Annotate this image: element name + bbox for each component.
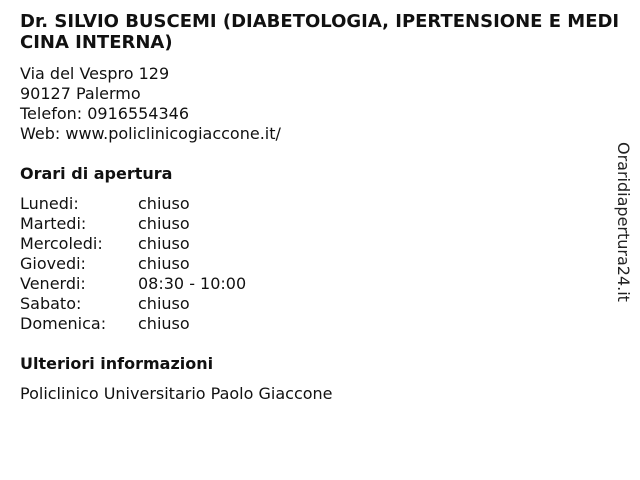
day-hours: chiuso <box>138 194 190 213</box>
day-label: Giovedi: <box>20 254 86 273</box>
day-hours: chiuso <box>138 234 190 253</box>
website-link[interactable]: Web: www.policlinicogiaccone.it/ <box>20 124 281 143</box>
address-block <box>20 64 281 144</box>
street-address: Via del Vespro 129 <box>20 64 170 83</box>
more-info-text: Policlinico Universitario Paolo Giaccone <box>20 384 333 403</box>
opening-hours-table <box>20 194 246 334</box>
day-hours: chiuso <box>138 214 190 233</box>
hours-row-sunday <box>20 314 246 334</box>
hours-row-monday <box>20 194 246 214</box>
day-label: Domenica: <box>20 314 107 333</box>
day-label: Venerdi: <box>20 274 86 293</box>
day-hours: chiuso <box>138 294 190 313</box>
page-title: Dr. SILVIO BUSCEMI (DIABETOLOGIA, IPERTENSIONE E MEDICINA INTERNA) <box>20 11 620 53</box>
day-hours: chiuso <box>138 314 190 333</box>
opening-hours-heading: Orari di apertura <box>20 164 173 183</box>
more-info-heading: Ulteriori informazioni <box>20 354 214 373</box>
day-label: Sabato: <box>20 294 82 313</box>
day-hours: 08:30 - 10:00 <box>138 274 247 293</box>
day-label: Martedi: <box>20 214 87 233</box>
day-label: Mercoledi: <box>20 234 103 253</box>
hours-row-thursday <box>20 254 246 274</box>
city-postcode: 90127 Palermo <box>20 84 141 103</box>
watermark-text: Oraridiapertura24.it <box>614 142 633 302</box>
hours-row-tuesday <box>20 214 246 234</box>
hours-row-friday <box>20 274 246 294</box>
site-watermark <box>612 134 634 310</box>
phone-number[interactable]: Telefon: 0916554346 <box>20 104 190 123</box>
day-hours: chiuso <box>138 254 190 273</box>
hours-row-wednesday <box>20 234 246 254</box>
hours-row-saturday <box>20 294 246 314</box>
day-label: Lunedi: <box>20 194 79 213</box>
